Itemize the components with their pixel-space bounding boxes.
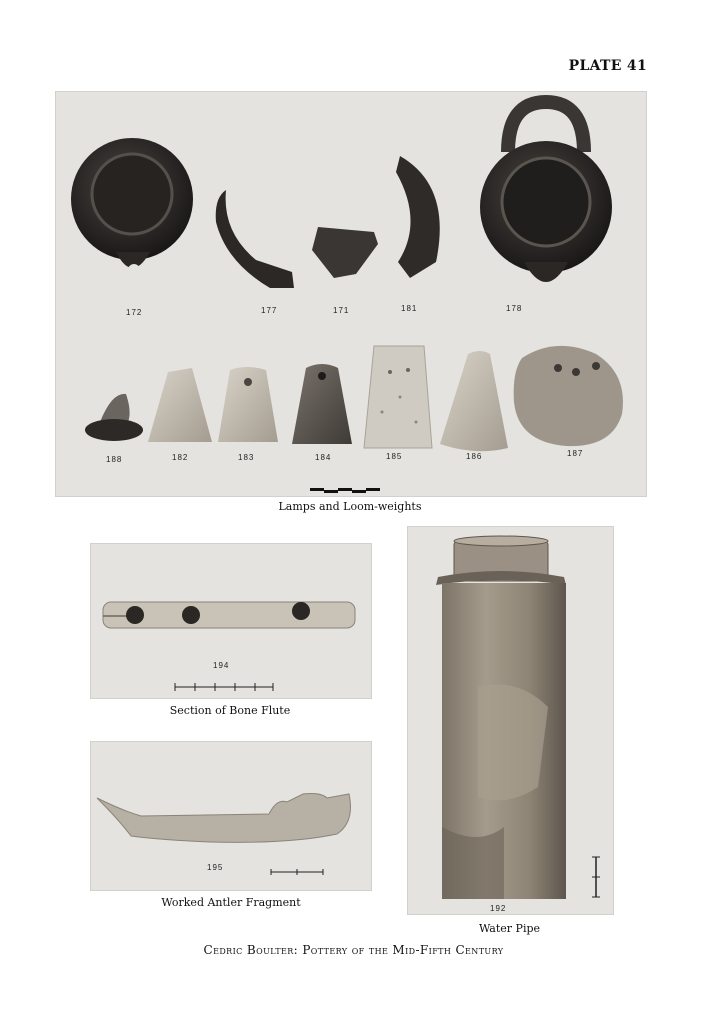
- pipe-caption: Water Pipe: [478, 922, 541, 935]
- scale-bar: [175, 683, 273, 691]
- weight-number-185: 185: [386, 452, 403, 461]
- lamps-caption: Lamps and Loom-weights: [278, 500, 422, 513]
- lamps-loom-weights-photo: [55, 91, 647, 497]
- bone-flute-photo: [90, 543, 372, 699]
- lamp-172: [71, 138, 193, 276]
- scale-bar: [271, 869, 323, 875]
- antler-number: 195: [207, 863, 224, 872]
- weight-number-184: 184: [315, 453, 332, 462]
- antler-fragment-photo: [90, 741, 372, 891]
- plate-label: PLATE 41: [568, 58, 647, 74]
- loom-weight-184: [292, 364, 352, 444]
- lamp-number-178: 178: [506, 304, 523, 313]
- flute-caption: Section of Bone Flute: [169, 704, 291, 717]
- lamp-number-172: 172: [126, 308, 143, 317]
- loom-weight-188: [85, 394, 143, 441]
- loom-weight-186: [440, 351, 508, 451]
- scale-bar: [310, 488, 380, 493]
- weight-number-183: 183: [238, 453, 255, 462]
- water-pipe: [436, 536, 566, 899]
- water-pipe-photo: [407, 526, 614, 915]
- lamp-fragment-171: [312, 227, 378, 278]
- weight-number-187: 187: [567, 449, 584, 458]
- lamp-number-171: 171: [333, 306, 350, 315]
- flute-number: 194: [213, 661, 230, 670]
- loom-weight-187: [514, 346, 623, 446]
- weight-number-186: 186: [466, 452, 483, 461]
- lamp-178: [480, 102, 612, 294]
- page-footer: Cedric Boulter: Pottery of the Mid-Fifth Century: [203, 943, 504, 957]
- loom-weight-185: [364, 346, 432, 448]
- weight-number-182: 182: [172, 453, 189, 462]
- antler-fragment: [97, 794, 351, 843]
- antler-caption: Worked Antler Fragment: [161, 896, 301, 909]
- loom-weight-183: [218, 367, 278, 442]
- lamp-number-177: 177: [261, 306, 278, 315]
- lamp-number-181: 181: [401, 304, 418, 313]
- pipe-number: 192: [490, 904, 507, 913]
- weight-number-188: 188: [106, 455, 123, 464]
- loom-weight-182: [148, 368, 212, 442]
- lamp-fragment-177: [216, 190, 294, 288]
- bone-flute: [103, 602, 355, 628]
- lamp-fragment-181: [396, 156, 440, 278]
- scale-bar: [592, 857, 600, 897]
